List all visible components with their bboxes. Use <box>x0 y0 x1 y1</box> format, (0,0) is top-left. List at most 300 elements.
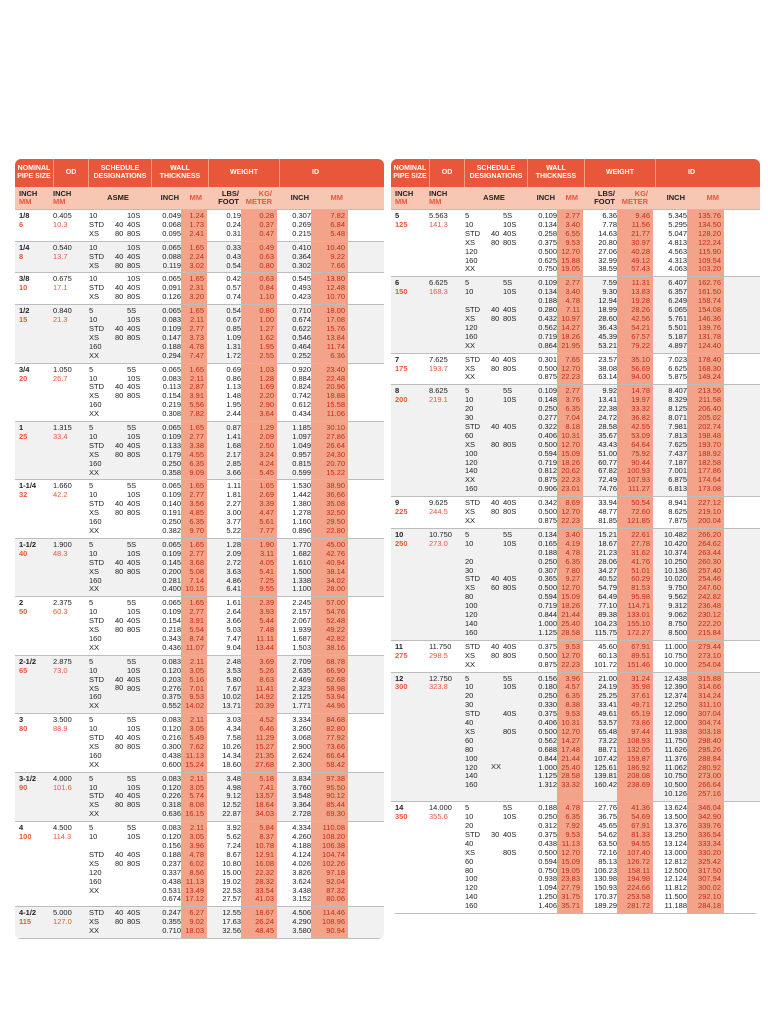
od-mm: 244.5 <box>429 507 448 517</box>
pipe-size-group <box>15 597 384 655</box>
od-mm: 60.3 <box>53 607 68 617</box>
schedule-2: 40 <box>115 440 124 450</box>
id-mm-col <box>687 277 724 352</box>
wall-mm: 2.24 <box>189 251 204 261</box>
od-inch: 5.563 <box>429 211 448 220</box>
id-inch-col <box>653 529 687 640</box>
weight-lbs: 4.98 <box>226 782 241 792</box>
id-mm: 314.24 <box>698 691 721 701</box>
schedule-3: 40S <box>503 709 517 719</box>
weight-lbs-col <box>207 822 241 906</box>
id-mm: 6.84 <box>330 219 345 229</box>
schedule-3: 5S <box>127 715 137 725</box>
header-row <box>15 159 384 187</box>
schedule-1: XS <box>89 683 100 693</box>
nominal-inch: 2 <box>19 598 24 608</box>
schedule-1: XX <box>89 759 100 769</box>
wall-inch: 0.083 <box>162 373 181 383</box>
schedule-3: 5S <box>503 386 513 396</box>
wall-inch: 0.065 <box>162 242 181 252</box>
id-inch: 6.407 <box>668 278 687 288</box>
nominal-inch: 3 <box>19 715 24 725</box>
schedule-2: 40 <box>491 498 500 508</box>
schedule-1: XS <box>89 800 100 810</box>
pipe-size-group <box>15 822 384 907</box>
schedule-col-2 <box>115 210 127 241</box>
wall-mm: 6.35 <box>189 458 204 468</box>
weight-kg: 1.69 <box>259 382 274 392</box>
nominal-size <box>391 385 429 496</box>
pipe-size-group <box>15 907 384 939</box>
schedule-1: 10 <box>465 538 474 548</box>
id-inch: 0.302 <box>292 260 311 270</box>
schedule-3: 5S <box>503 529 513 539</box>
wall-inch: 1.406 <box>538 901 557 911</box>
schedule-col-3 <box>127 364 151 421</box>
schedule-1: 120 <box>465 246 478 256</box>
wall-mm: 14.02 <box>185 701 204 711</box>
weight-kg: 107.93 <box>627 475 650 485</box>
subheader-od-inch: INCH <box>53 189 72 198</box>
schedule-3: 80S <box>503 363 517 373</box>
wall-inch: 0.375 <box>538 709 557 719</box>
wall-mm: 2.77 <box>565 278 580 288</box>
id-inch-col <box>653 354 687 385</box>
schedule-col-2 <box>115 242 127 273</box>
header-id: ID <box>312 169 319 176</box>
schedule-1: 10 <box>89 607 98 617</box>
weight-kg: 15.27 <box>255 741 274 751</box>
id-mm-col <box>311 597 348 654</box>
weight-lbs-col <box>207 539 241 596</box>
wall-inch: 0.382 <box>162 526 181 535</box>
id-inch: 9.312 <box>668 601 687 611</box>
weight-kg: 41.76 <box>631 556 650 566</box>
schedule-3: 40S <box>127 674 141 684</box>
weight-lbs: 5.62 <box>226 832 241 842</box>
wall-inch: 0.083 <box>162 315 181 325</box>
wall-mm: 15.09 <box>561 448 580 458</box>
weight-kg: 2.90 <box>259 400 274 410</box>
id-inch: 8.125 <box>668 404 687 414</box>
weight-kg: 18.67 <box>255 908 274 918</box>
wall-inch: 0.120 <box>162 724 181 734</box>
wall-inch: 0.938 <box>538 874 557 884</box>
schedule-1: 10 <box>89 274 98 284</box>
wall-mm: 5.54 <box>189 625 204 635</box>
schedule-col-2 <box>491 354 503 385</box>
schedule-1: 60 <box>465 430 474 440</box>
id-inch: 12.500 <box>664 865 687 875</box>
weight-lbs: 22.87 <box>222 809 241 819</box>
wall-mm-col <box>181 539 207 596</box>
schedule-3 <box>503 373 527 382</box>
id-inch: 8.407 <box>668 386 687 396</box>
schedule-1: 100 <box>465 874 478 884</box>
weight-lbs: 40.52 <box>598 574 617 584</box>
schedule-2: 40 <box>115 323 124 333</box>
schedule-2 <box>491 620 503 629</box>
weight-kg: 13.83 <box>631 287 650 297</box>
od-values <box>429 210 463 276</box>
weight-lbs: 9.04 <box>226 642 241 652</box>
schedule-3 <box>127 886 151 895</box>
subheader-row <box>391 187 760 210</box>
wall-mm-col <box>181 656 207 713</box>
schedule-2: 40 <box>115 283 124 293</box>
nominal-inch: 1-1/2 <box>19 539 37 549</box>
pipe-size-group <box>15 422 384 480</box>
weight-lbs: 54.79 <box>598 583 617 593</box>
id-inch: 11.750 <box>664 735 687 745</box>
header-row <box>391 159 760 187</box>
weight-lbs: 45.60 <box>598 641 617 651</box>
nominal-mm: 40 <box>19 548 28 558</box>
id-inch: 0.252 <box>292 350 311 360</box>
wall-mm: 8.18 <box>565 421 580 431</box>
wall-inch-col <box>151 907 181 938</box>
wall-inch: 0.432 <box>538 313 557 323</box>
od-inch: 9.625 <box>429 498 448 508</box>
schedule-2 <box>115 658 127 667</box>
schedule-2 <box>491 549 503 558</box>
wall-mm: 22.23 <box>561 516 580 525</box>
wall-mm: 18.26 <box>561 601 580 611</box>
schedule-2: 80 <box>115 741 124 751</box>
schedule-2 <box>115 761 127 770</box>
wall-inch: 0.179 <box>162 449 181 459</box>
subheader-od-mm: MM <box>53 197 66 206</box>
id-mm: 18.88 <box>326 391 345 401</box>
wall-mm-col <box>557 385 583 496</box>
id-inch: 3.826 <box>292 867 311 877</box>
wall-mm: 15.24 <box>185 759 204 769</box>
weight-kg: 13.44 <box>255 642 274 652</box>
schedule-3: 80S <box>127 449 141 459</box>
schedule-3: 40S <box>127 557 141 567</box>
weight-lbs: 139.81 <box>594 771 617 781</box>
id-inch: 12.374 <box>664 691 687 701</box>
schedule-col-2 <box>491 210 503 276</box>
schedule-3: 5S <box>127 823 137 833</box>
id-mm: 32.50 <box>326 508 345 518</box>
weight-kg: 81.53 <box>631 583 650 593</box>
pipe-size-group <box>391 529 760 641</box>
weight-kg: 151.46 <box>627 659 650 669</box>
id-inch: 12.090 <box>664 709 687 719</box>
weight-lbs: 10.26 <box>222 741 241 751</box>
weight-lbs: 5.03 <box>226 625 241 635</box>
wall-inch: 0.308 <box>162 409 181 419</box>
wall-inch: 0.400 <box>162 584 181 594</box>
schedule-3: 10S <box>127 607 141 617</box>
wall-mm: 31.75 <box>561 892 580 902</box>
subheader-lbs-foot <box>205 187 239 209</box>
wall-inch: 0.134 <box>538 287 557 297</box>
nominal-mm: 8 <box>19 251 24 261</box>
weight-lbs: 0.54 <box>226 306 241 316</box>
schedule-2: 40 <box>115 219 124 229</box>
schedule-1: XX <box>89 409 100 419</box>
schedule-1: 120 <box>465 762 478 772</box>
id-mm: 264.62 <box>698 538 721 548</box>
schedule-2 <box>491 849 503 858</box>
subheader-kg-meter <box>239 187 275 209</box>
id-inch: 4.334 <box>292 823 311 833</box>
schedule-3 <box>503 763 527 772</box>
wall-inch: 0.875 <box>538 475 557 485</box>
id-mm: 36.66 <box>326 490 345 500</box>
od-values <box>53 305 87 362</box>
schedule-col-1 <box>87 242 115 273</box>
weight-lbs: 45.39 <box>598 331 617 341</box>
schedule-2 <box>491 517 503 526</box>
weight-kg-col <box>617 529 653 640</box>
schedule-1: STD <box>89 499 104 509</box>
id-mm: 115.90 <box>698 246 721 256</box>
schedule-col-3 <box>127 273 151 304</box>
wall-mm: 5.08 <box>189 566 204 576</box>
id-mm-col <box>311 656 348 713</box>
wall-inch: 0.120 <box>162 665 181 675</box>
wall-mm: 7.11 <box>565 305 580 315</box>
weight-lbs: 32.56 <box>222 926 241 936</box>
schedule-2 <box>491 333 503 342</box>
schedule-col-2 <box>115 364 127 421</box>
schedule-1: 10 <box>89 490 98 500</box>
weight-lbs: 130.98 <box>594 874 617 884</box>
schedule-col-3 <box>127 597 151 654</box>
weight-lbs: 24.72 <box>598 413 617 423</box>
weight-kg: 26.24 <box>255 917 274 927</box>
schedule-2: 40 <box>115 733 124 742</box>
nominal-inch: 1/2 <box>19 306 30 316</box>
id-inch: 10.126 <box>664 789 687 799</box>
schedule-3 <box>503 620 527 629</box>
schedule-1: STD <box>465 228 480 238</box>
od-values <box>429 529 463 640</box>
wall-inch: 0.109 <box>538 278 557 288</box>
id-mm: 198.48 <box>698 430 721 440</box>
id-inch: 8.941 <box>668 498 687 508</box>
id-mm: 12.48 <box>326 283 345 293</box>
id-inch: 0.920 <box>292 364 311 374</box>
wall-inch: 0.500 <box>538 507 557 517</box>
schedule-1: XS <box>465 439 476 449</box>
wall-inch: 0.281 <box>162 575 181 585</box>
wall-inch: 0.065 <box>162 274 181 284</box>
schedule-1: XS <box>465 313 476 323</box>
schedule-3 <box>127 518 151 527</box>
weight-lbs: 27.06 <box>598 246 617 256</box>
od-inch: 14.000 <box>429 803 452 813</box>
wall-inch: 0.219 <box>162 400 181 410</box>
schedule-2: 80 <box>491 363 500 373</box>
schedule-3: 40S <box>127 733 141 743</box>
weight-kg: 3.39 <box>259 499 274 509</box>
wall-mm: 5.56 <box>189 400 204 410</box>
schedule-3 <box>503 902 527 911</box>
wall-mm: 8.74 <box>189 633 204 643</box>
schedule-2 <box>115 599 127 608</box>
id-inch: 0.957 <box>292 449 311 459</box>
weight-lbs: 21.00 <box>598 673 617 683</box>
schedule-1: 100 <box>465 601 478 611</box>
wall-mm: 1.24 <box>189 211 204 220</box>
weight-lbs-col <box>583 354 617 385</box>
id-inch: 3.068 <box>292 733 311 743</box>
wall-inch: 0.812 <box>538 466 557 476</box>
weight-lbs: 65.48 <box>598 726 617 736</box>
weight-kg: 31.62 <box>631 547 650 557</box>
schedule-1: 140 <box>465 618 478 628</box>
wall-inch: 0.154 <box>162 616 181 626</box>
schedule-2 <box>491 387 503 396</box>
schedule-2 <box>491 875 503 884</box>
weight-lbs: 1.11 <box>226 481 241 491</box>
wall-mm: 3.91 <box>189 616 204 626</box>
wall-inch: 0.330 <box>538 700 557 710</box>
id-mm: 247.60 <box>698 583 721 593</box>
schedule-1: STD <box>89 849 104 859</box>
weight-kg-col <box>617 385 653 496</box>
od-values <box>429 802 463 913</box>
nominal-inch: 1/4 <box>19 242 30 252</box>
schedule-1: 10 <box>89 665 98 675</box>
schedule-col-2 <box>491 529 503 640</box>
schedule-2: 80 <box>115 683 124 693</box>
weight-kg: 2.69 <box>259 490 274 500</box>
id-mm: 9.22 <box>330 251 345 261</box>
weight-lbs: 4.86 <box>226 575 241 585</box>
weight-kg: 27.78 <box>631 538 650 548</box>
subheader-asme: ASME <box>483 193 505 202</box>
od-values <box>53 210 87 241</box>
weight-lbs: 32.99 <box>598 255 617 265</box>
wall-mm: 2.11 <box>189 656 204 666</box>
weight-lbs: 27.57 <box>222 894 241 904</box>
wall-mm: 11.13 <box>185 750 204 760</box>
schedule-2 <box>115 702 127 711</box>
weight-lbs-col <box>207 714 241 771</box>
weight-kg: 31.24 <box>631 673 650 683</box>
id-mm: 336.54 <box>698 829 721 839</box>
id-inch: 12.124 <box>664 874 687 884</box>
weight-lbs: 7.59 <box>602 278 617 288</box>
weight-kg: 5.44 <box>259 616 274 626</box>
id-mm-col <box>687 210 724 276</box>
schedule-3: 40S <box>127 440 141 450</box>
id-mm-col <box>311 773 348 822</box>
schedule-2: 30 <box>491 829 500 839</box>
id-mm: 128.20 <box>698 228 721 238</box>
weight-kg: 37.61 <box>631 691 650 701</box>
wall-mm-col <box>181 480 207 537</box>
weight-lbs: 3.66 <box>226 467 241 477</box>
schedule-2 <box>491 746 503 755</box>
subheader-kg: KG/ <box>258 189 272 198</box>
weight-lbs: 7.78 <box>602 219 617 229</box>
schedule-1: XS <box>89 858 100 868</box>
weight-kg: 41.03 <box>255 894 274 904</box>
wall-inch: 0.188 <box>162 849 181 859</box>
wall-inch: 0.906 <box>538 484 557 494</box>
schedule-col-3 <box>127 242 151 273</box>
id-mm: 139.76 <box>698 322 721 332</box>
schedule-1: STD <box>465 305 480 315</box>
id-inch: 4.063 <box>668 264 687 274</box>
wall-mm: 3.96 <box>565 673 580 683</box>
od-inch: 0.675 <box>53 274 72 284</box>
subheader-od <box>53 187 87 209</box>
schedule-2 <box>115 775 127 784</box>
schedule-3 <box>503 459 527 468</box>
wall-mm: 7.47 <box>189 350 204 360</box>
wall-inch: 0.156 <box>162 841 181 850</box>
wall-mm: 17.48 <box>561 744 580 754</box>
od-mm: 355.6 <box>429 812 448 822</box>
weight-kg: 11.41 <box>255 683 274 693</box>
id-inch: 11.500 <box>664 892 687 902</box>
subheader-mm: MM <box>19 197 32 206</box>
wall-mm-col <box>557 354 583 385</box>
id-inch: 0.824 <box>292 382 311 392</box>
nominal-mm: 150 <box>395 287 408 297</box>
weight-lbs-col <box>583 641 617 672</box>
schedule-col-2 <box>115 539 127 596</box>
schedule-2 <box>491 884 503 893</box>
wall-mm: 9.09 <box>189 467 204 477</box>
nominal-inch: 3-1/2 <box>19 773 37 783</box>
wall-mm: 23.83 <box>561 874 580 884</box>
wall-mm: 4.85 <box>189 508 204 518</box>
wall-inch: 0.312 <box>538 821 557 830</box>
wall-mm: 7.92 <box>565 821 580 830</box>
id-mm: 84.68 <box>326 715 345 725</box>
schedule-1: 160 <box>89 633 102 643</box>
id-inch: 11.812 <box>664 883 687 893</box>
schedule-col-1 <box>463 497 491 528</box>
schedule-2: 80 <box>491 507 500 517</box>
schedule-1: STD <box>465 641 480 651</box>
weight-kg: 21.35 <box>255 750 274 760</box>
schedule-2 <box>115 577 127 586</box>
schedule-2 <box>491 661 503 670</box>
wall-mm: 4.78 <box>565 803 580 813</box>
id-inch: 4.290 <box>292 917 311 927</box>
weight-lbs: 7.58 <box>226 733 241 743</box>
wall-inch: 1.000 <box>538 618 557 628</box>
wall-mm: 12.70 <box>561 363 580 373</box>
wall-inch: 0.864 <box>538 340 557 350</box>
id-inch: 1.338 <box>292 575 311 585</box>
id-inch-col <box>277 822 311 906</box>
od-inch: 5.000 <box>53 908 72 918</box>
id-inch: 4.897 <box>668 340 687 350</box>
schedule-1: 10 <box>89 782 98 792</box>
nominal-size <box>15 822 53 906</box>
id-mm-col <box>687 641 724 672</box>
weight-lbs: 17.63 <box>222 917 241 927</box>
schedule-1: 100 <box>465 753 478 763</box>
weight-kg: 0.80 <box>259 260 274 270</box>
id-inch-col <box>277 242 311 273</box>
schedule-1: XS <box>89 508 100 518</box>
wall-inch: 0.109 <box>538 386 557 396</box>
id-mm: 26.64 <box>326 440 345 450</box>
schedule-2 <box>491 710 503 719</box>
weight-lbs: 19.02 <box>222 876 241 886</box>
